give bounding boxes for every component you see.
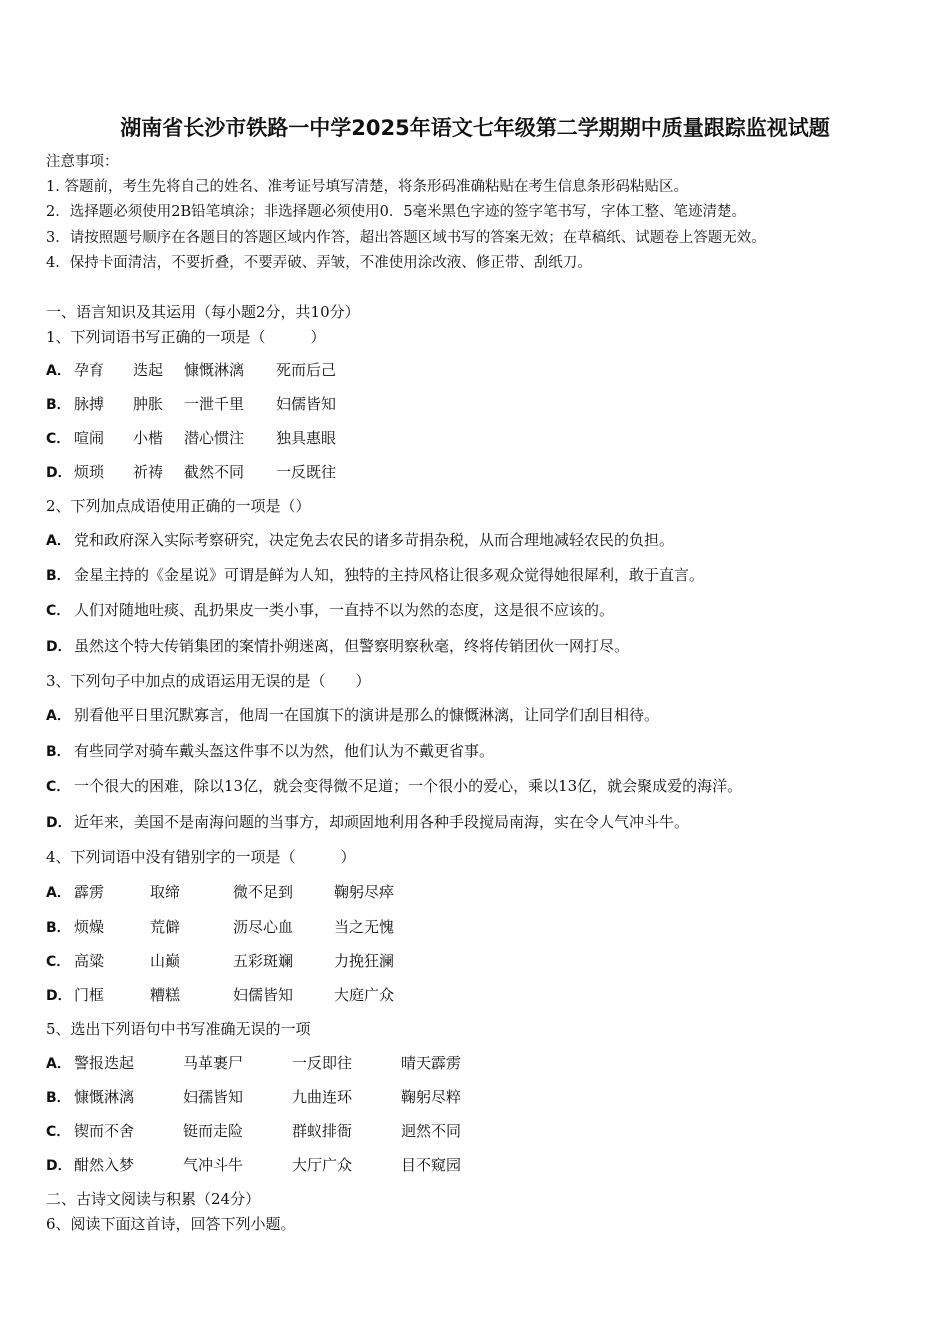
question-4-option-b[interactable] (46, 917, 466, 938)
word: 小楷 (133, 429, 164, 447)
question-3-stem: 3、下列句子中加点的成语运用无误的是（ ） (46, 672, 371, 690)
option-label: A． (46, 708, 71, 724)
word: 当之无愧 (334, 918, 395, 936)
word: 力挽狂澜 (334, 952, 395, 970)
word: 高粱 (74, 952, 105, 970)
word: 荒僻 (150, 918, 181, 936)
word: 喧闹 (74, 429, 105, 447)
notice-item-1: 1. 答题前，考生先将自己的姓名、准考证号填写清楚，将条形码准确粘贴在考生信息条形码粘贴区。 (46, 179, 688, 195)
word: 慷慨淋漓 (74, 1088, 135, 1106)
question-2-stem: 2、下列加点成语使用正确的一项是（） (46, 497, 311, 515)
word: 微不足到 (233, 883, 294, 901)
option-text: 近年来，美国不是南海问题的当事方，却顽固地利用各种手段搅局南海，实在令人气冲斗牛。 (74, 813, 690, 831)
question-1-option-b[interactable] (46, 394, 446, 415)
question-2-option-a[interactable] (46, 530, 674, 551)
option-text: 党和政府深入实际考察研究，决定免去农民的诸多苛捐杂税，从而合理地减轻农民的负担。 (74, 531, 675, 549)
question-2-option-d[interactable] (46, 636, 629, 657)
word: 死而后己 (276, 361, 337, 379)
word: 五彩斑斓 (233, 952, 294, 970)
word: 潜心惯注 (184, 429, 245, 447)
word: 晴天霹雳 (401, 1054, 462, 1072)
question-2-option-c[interactable] (46, 600, 614, 621)
question-6-stem: 6、阅读下面这首诗，回答下列小题。 (46, 1215, 296, 1233)
word: 独具惠眼 (276, 429, 337, 447)
option-label: C． (46, 431, 71, 447)
option-label: D． (46, 639, 72, 655)
option-label: B． (46, 744, 71, 760)
word: 霹雳 (74, 883, 105, 901)
word: 警报迭起 (74, 1054, 135, 1072)
option-label: B． (46, 920, 71, 936)
word: 糟糕 (150, 986, 181, 1004)
question-3-option-a[interactable] (46, 705, 659, 726)
notice-item-4: 4．保持卡面清洁，不要折叠，不要弄破、弄皱，不准使用涂改液、修正带、刮纸刀。 (46, 255, 592, 271)
option-label: C． (46, 603, 71, 619)
word: 沥尽心血 (233, 918, 294, 936)
word: 铤而走险 (183, 1122, 244, 1140)
word: 烦琐 (74, 463, 105, 481)
question-1-option-a[interactable] (46, 360, 446, 381)
word: 脉搏 (74, 395, 105, 413)
exam-title: 湖南省长沙市铁路一中学2025年语文七年级第二学期期中质量跟踪监视试题 (120, 116, 830, 140)
word: 一反即往 (292, 1054, 353, 1072)
word: 大庭广众 (334, 986, 395, 1004)
word: 锲而不舍 (74, 1122, 135, 1140)
word: 门框 (74, 986, 105, 1004)
option-label: C． (46, 1124, 71, 1140)
section-2-heading: 二、古诗文阅读与积累（24分） (46, 1190, 261, 1208)
word: 迭起 (133, 361, 164, 379)
question-4-option-d[interactable] (46, 985, 466, 1006)
question-4-option-a[interactable] (46, 882, 466, 903)
option-text: 有些同学对骑车戴头盔这件事不以为然，他们认为不戴更省事。 (74, 742, 495, 760)
option-label: D． (46, 465, 72, 481)
word: 一泄千里 (184, 395, 245, 413)
question-5-option-a[interactable] (46, 1053, 506, 1074)
word: 鞠躬尽瘁 (334, 883, 395, 901)
word: 一反既往 (276, 463, 337, 481)
question-5-option-b[interactable] (46, 1087, 506, 1108)
question-4-stem: 4、下列词语中没有错别字的一项是（ ） (46, 848, 356, 866)
word: 肿胀 (133, 395, 164, 413)
word: 鞠躬尽粹 (401, 1088, 462, 1106)
option-label: B． (46, 397, 71, 413)
word: 截然不同 (184, 463, 245, 481)
word: 孕育 (74, 361, 105, 379)
word: 酣然入梦 (74, 1156, 135, 1174)
notice-item-2: 2．选择题必须使用2B铅笔填涂；非选择题必须使用0．5毫米黑色字迹的签字笔书写，字体工整、笔迹清楚。 (46, 204, 747, 220)
word: 气冲斗牛 (183, 1156, 244, 1174)
word: 马革裹尸 (183, 1054, 244, 1072)
word: 九曲连环 (292, 1088, 353, 1106)
option-label: A． (46, 363, 71, 379)
word: 妇儒皆知 (276, 395, 337, 413)
option-text: 虽然这个特大传销集团的案情扑朔迷离，但警察明察秋毫，终将传销团伙一网打尽。 (74, 637, 630, 655)
option-label: C． (46, 779, 71, 795)
question-3-option-c[interactable] (46, 776, 742, 797)
option-text: 金星主持的《金星说》可谓是鲜为人知，独特的主持风格让很多观众觉得她很犀利，敢于直言。 (74, 566, 705, 584)
option-label: D． (46, 815, 72, 831)
question-2-option-b[interactable] (46, 565, 704, 586)
option-label: A． (46, 533, 71, 549)
option-label: B． (46, 568, 71, 584)
option-text: 一个很大的困难，除以13亿，就会变得微不足道；一个很小的爱心，乘以13亿，就会聚成爱的海洋。 (74, 777, 743, 795)
option-text: 人们对随地吐痰、乱扔果皮一类小事，一直持不以为然的态度，这是很不应该的。 (74, 601, 615, 619)
option-label: D． (46, 1158, 72, 1174)
question-3-option-d[interactable] (46, 812, 689, 833)
question-5-option-c[interactable] (46, 1121, 506, 1142)
option-label: D． (46, 988, 72, 1004)
question-1-option-d[interactable] (46, 462, 446, 483)
word: 慷慨淋漓 (184, 361, 245, 379)
notice-heading: 注意事项： (46, 154, 119, 170)
option-text: 别看他平日里沉默寡言，他周一在国旗下的演讲是那么的慷慨淋漓，让同学们刮目相待。 (74, 706, 660, 724)
word: 妇儒皆知 (233, 986, 294, 1004)
option-label: C． (46, 954, 71, 970)
question-1-stem: 1、下列词语书写正确的一项是（ ） (46, 328, 326, 346)
question-1-option-c[interactable] (46, 428, 446, 449)
word: 迥然不同 (401, 1122, 462, 1140)
option-label: A． (46, 1056, 71, 1072)
notice-item-3: 3．请按照题号顺序在各题目的答题区域内作答，超出答题区域书写的答案无效；在草稿纸、试题卷上答题无效。 (46, 230, 766, 246)
option-label: A． (46, 885, 71, 901)
word: 妇孺皆知 (183, 1088, 244, 1106)
word: 烦燥 (74, 918, 105, 936)
word: 取缔 (150, 883, 181, 901)
word: 祈祷 (133, 463, 164, 481)
option-label: B． (46, 1090, 71, 1106)
word: 山巅 (150, 952, 181, 970)
question-3-option-b[interactable] (46, 741, 494, 762)
question-5-stem: 5、选出下列语句中书写准确无误的一项 (46, 1020, 311, 1038)
section-1-heading: 一、语言知识及其运用（每小题2分，共10分） (46, 303, 360, 321)
question-4-option-c[interactable] (46, 951, 466, 972)
word: 目不窥园 (401, 1156, 462, 1174)
word: 群蚁排衙 (292, 1122, 353, 1140)
word: 大厅广众 (292, 1156, 353, 1174)
question-5-option-d[interactable] (46, 1155, 506, 1176)
